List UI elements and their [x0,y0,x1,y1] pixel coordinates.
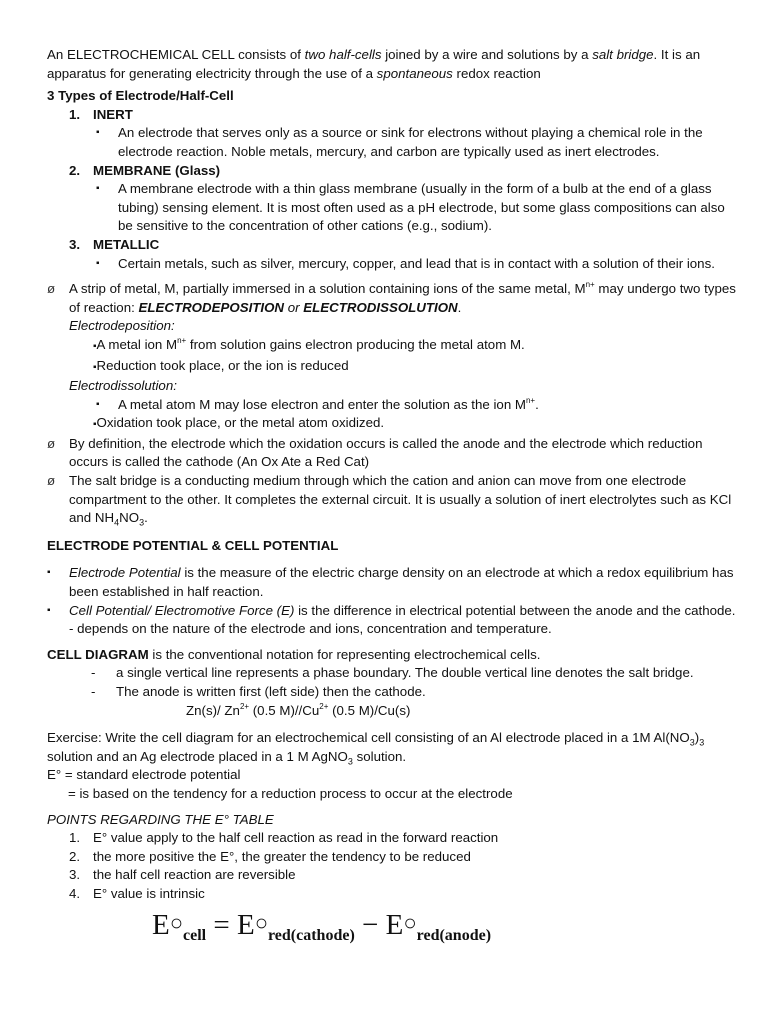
metal-strip-paragraph: ø A strip of metal, M, partially immersed in a solution containing ions of the same metal, $M^{n+}$ may undergo two types of reaction: ELECTRODEPOSITION or ELECTRODISSOLUTION. [47,280,738,317]
anode-definition-paragraph: ø By definition, the electrode which the oxidation occurs is called the anode and the electrode which reduction occurs is called the cathode (An Ox Ate a Red Cat) [47,435,738,472]
type-item-metallic: 3. METALLIC ▪ Certain metals, such as silver, mercury, copper, and lead that is in contact with a solution of their ions. [69,236,715,271]
exercise-paragraph: Exercise: Write the cell diagram for an electrochemical cell consisting of an Al electrode placed in a 1M $Al(NO_3)_3$ solution and an Ag electrode placed in a 1 M AgNO$_3$ solution. [47,730,705,767]
points-list [47,829,738,903]
standard-potential-explanation: = is based on the tendency for a reduction process to occur at the electrode [68,785,513,801]
list-item: 4. E° value is intrinsic [69,885,205,901]
cell-diagram-point-2: - The anode is written first (left side) then the cathode. [91,684,426,699]
check-bullet-icon: ø [47,473,56,489]
electrodissolution-label: Electrodissolution: [69,378,177,394]
list-item: 2. the more positive the E°, the greater the tendency to be reduced [69,848,471,864]
points-heading: POINTS REGARDING THE E° TABLE [47,811,274,827]
type-item-inert: 1. INERT ▪ An electrode that serves only as a source or sink for electrons without playing a chemical role in the electrode reaction. Noble metals, mercury, and carbon are typically used as inert electrodes. [69,106,703,159]
cell-potential-bullet: ▪ Cell Potential/ Electromotive Force (E) is the difference in electrical potential between the anode and the cathode. - depends on the nature of the electrode and ions, concentration and temperature. [47,602,736,637]
electrodissolution-line-1: ▪ A metal atom M may lose electron and enter the solution as the ion $M^{n+}$. [96,395,539,412]
potential-heading: ELECTRODE POTENTIAL & CELL POTENTIAL [47,537,339,553]
electrode-potential-bullet: ▪ Electrode Potential is the measure of the electric charge density on an electrode at which a redox equilibrium has been established in half reaction. [47,565,734,600]
electrodeposition-label: Electrodeposition: [69,318,175,334]
list-item: 1. E° value apply to the half cell reaction as read in the forward reaction [69,830,499,846]
standard-potential-definition: E° = standard electrode potential [47,767,241,783]
cell-diagram-point-1: - a single vertical line represents a phase boundary. The double vertical line denotes the salt bridge. [91,665,694,681]
cell-diagram-paragraph: CELL DIAGRAM is the conventional notation for representing electrochemical cells. [47,646,541,662]
check-bullet-icon: ø [47,435,56,451]
cell-diagram-example: Zn(s)/ $Zn^{2+}$ (0.5 $M)//Cu^{2+}$ (0.5 M)/Cu(s) [186,701,411,718]
check-bullet-icon: ø [47,281,56,297]
types-heading: 3 Types of Electrode/Half-Cell [47,88,234,104]
type-item-membrane: 2. MEMBRANE (Glass) ▪ A membrane electrode with a thin glass membrane (usually in the form of a bulb at the end of a glass tubing) sensing element. It is most often used as a pH electrode, but some glass compositions can also be sensitive to the concentration of other cations (e.g., sodium). [69,162,725,234]
salt-bridge-paragraph: ø The salt bridge is a conducting medium through which the cation and anion can move from one electrode compartment to the other. It completes the external circuit. It is usually a solution of inert electrolytes such as KCl and $NH_4NO_3$. [47,473,732,528]
intro-paragraph: An ELECTROCHEMICAL CELL consists of two half-cells joined by a wire and solutions by a salt bridge. It is an apparatus for generating electricity through the use of a spontaneous redox reaction [47,47,701,81]
list-item: 3. the half cell reaction are reversible [69,867,296,883]
electrodeposition-line-2: ▪Reduction took place, or the ion is reduced [93,357,349,373]
cell-potential-formula: $E^○_{cell} = E^○_{red(cathode)} - E^○_{red(anode)}$ [152,908,492,944]
electrodissolution-line-2: ▪Oxidation took place, or the metal atom oxidized. [93,415,385,431]
electrodeposition-line-1: ▪A metal ion $M^{n+}$ from solution gains electron producing the metal atom M. [93,335,525,352]
